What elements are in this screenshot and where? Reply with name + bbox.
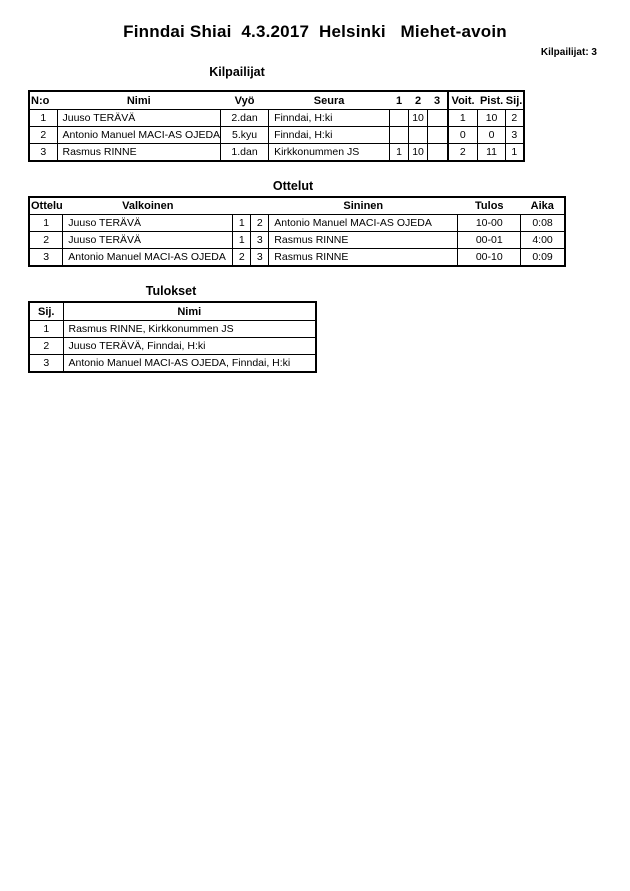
table-cell: 0 — [448, 127, 478, 144]
column-header: Nimi — [57, 91, 221, 110]
page-title: Finndai Shiai 4.3.2017 Helsinki Miehet-avoin — [123, 22, 507, 41]
table-cell: 2 — [233, 249, 251, 267]
column-header: 3 — [428, 91, 448, 110]
table-cell — [390, 110, 409, 127]
table-cell: Antonio Manuel MACI-AS OJEDA, Finndai, H:ki — [63, 355, 316, 373]
results-table — [28, 301, 317, 373]
column-header: Nimi — [63, 302, 316, 321]
table-cell: 2.dan — [221, 110, 269, 127]
table-cell: 10 — [478, 110, 506, 127]
table-row — [29, 127, 524, 144]
table-cell: 1 — [390, 144, 409, 162]
table-header-row — [29, 91, 524, 110]
table-cell — [428, 110, 448, 127]
table-cell — [428, 144, 448, 162]
table-cell: 2 — [448, 144, 478, 162]
column-header — [251, 197, 269, 215]
table-cell: 11 — [478, 144, 506, 162]
column-header: Sininen — [269, 197, 458, 215]
table-cell: Juuso TERÄVÄ — [63, 215, 233, 232]
column-header: Seura — [269, 91, 390, 110]
table-cell: Antonio Manuel MACI-AS OJEDA — [63, 249, 233, 267]
column-header: N:o — [29, 91, 57, 110]
table-cell: 1 — [29, 321, 63, 338]
table-row — [29, 249, 565, 267]
column-header — [233, 197, 251, 215]
column-header: Valkoinen — [63, 197, 233, 215]
table-cell: 2 — [251, 215, 269, 232]
table-cell: Juuso TERÄVÄ — [57, 110, 221, 127]
table-cell: Rasmus RINNE — [269, 249, 458, 267]
table-header-row — [29, 197, 565, 215]
table-cell: 3 — [251, 249, 269, 267]
column-header: Aika — [521, 197, 565, 215]
section-title-ottelut: Ottelut — [272, 179, 314, 193]
table-row — [29, 144, 524, 162]
table-cell: 3 — [506, 127, 524, 144]
section-title-kilpailijat: Kilpailijat — [209, 65, 265, 79]
table-row — [29, 232, 565, 249]
table-cell: 0:08 — [521, 215, 565, 232]
column-header: Sij. — [506, 91, 524, 110]
table-cell: Rasmus RINNE — [57, 144, 221, 162]
table-row — [29, 110, 524, 127]
table-cell: 00-10 — [458, 249, 521, 267]
table-cell: 1 — [506, 144, 524, 162]
competitors-count-label: Kilpailijat: 3 — [540, 47, 597, 58]
table-cell: 0 — [478, 127, 506, 144]
table-cell: Rasmus RINNE, Kirkkonummen JS — [63, 321, 316, 338]
table-cell: Antonio Manuel MACI-AS OJEDA — [57, 127, 221, 144]
table-row — [29, 355, 316, 373]
table-cell: 3 — [251, 232, 269, 249]
table-cell: Kirkkonummen JS — [269, 144, 390, 162]
column-header: Ottelu — [29, 197, 63, 215]
table-cell: 10 — [409, 144, 428, 162]
table-row — [29, 338, 316, 355]
table-cell: 1.dan — [221, 144, 269, 162]
column-header: Pist. — [478, 91, 506, 110]
table-cell: 3 — [29, 355, 63, 373]
column-header: 2 — [409, 91, 428, 110]
table-cell — [409, 127, 428, 144]
table-cell: 1 — [233, 215, 251, 232]
table-cell: Rasmus RINNE — [269, 232, 458, 249]
table-cell: 1 — [233, 232, 251, 249]
competitors-table — [28, 90, 525, 162]
column-header: Vyö — [221, 91, 269, 110]
table-cell: 2 — [506, 110, 524, 127]
column-header: Sij. — [29, 302, 63, 321]
column-header: Tulos — [458, 197, 521, 215]
table-cell: Juuso TERÄVÄ, Finndai, H:ki — [63, 338, 316, 355]
table-cell: 2 — [29, 338, 63, 355]
table-cell: 0:09 — [521, 249, 565, 267]
section-title-tulokset: Tulokset — [145, 284, 197, 298]
column-header: Voit. — [448, 91, 478, 110]
table-row — [29, 321, 316, 338]
table-cell: 2 — [29, 127, 57, 144]
table-cell — [390, 127, 409, 144]
table-cell: 1 — [29, 215, 63, 232]
table-cell: 3 — [29, 144, 57, 162]
table-cell: Finndai, H:ki — [269, 127, 390, 144]
table-cell: 2 — [29, 232, 63, 249]
column-header: 1 — [390, 91, 409, 110]
table-cell: 5.kyu — [221, 127, 269, 144]
table-cell: Antonio Manuel MACI-AS OJEDA — [269, 215, 458, 232]
table-header-row — [29, 302, 316, 321]
table-cell: 1 — [448, 110, 478, 127]
table-cell: Juuso TERÄVÄ — [63, 232, 233, 249]
table-cell: 3 — [29, 249, 63, 267]
table-cell: 10 — [409, 110, 428, 127]
matches-table — [28, 196, 566, 267]
table-row — [29, 215, 565, 232]
table-cell — [428, 127, 448, 144]
table-cell: 1 — [29, 110, 57, 127]
table-cell: 00-01 — [458, 232, 521, 249]
table-cell: 4:00 — [521, 232, 565, 249]
table-cell: Finndai, H:ki — [269, 110, 390, 127]
table-cell: 10-00 — [458, 215, 521, 232]
